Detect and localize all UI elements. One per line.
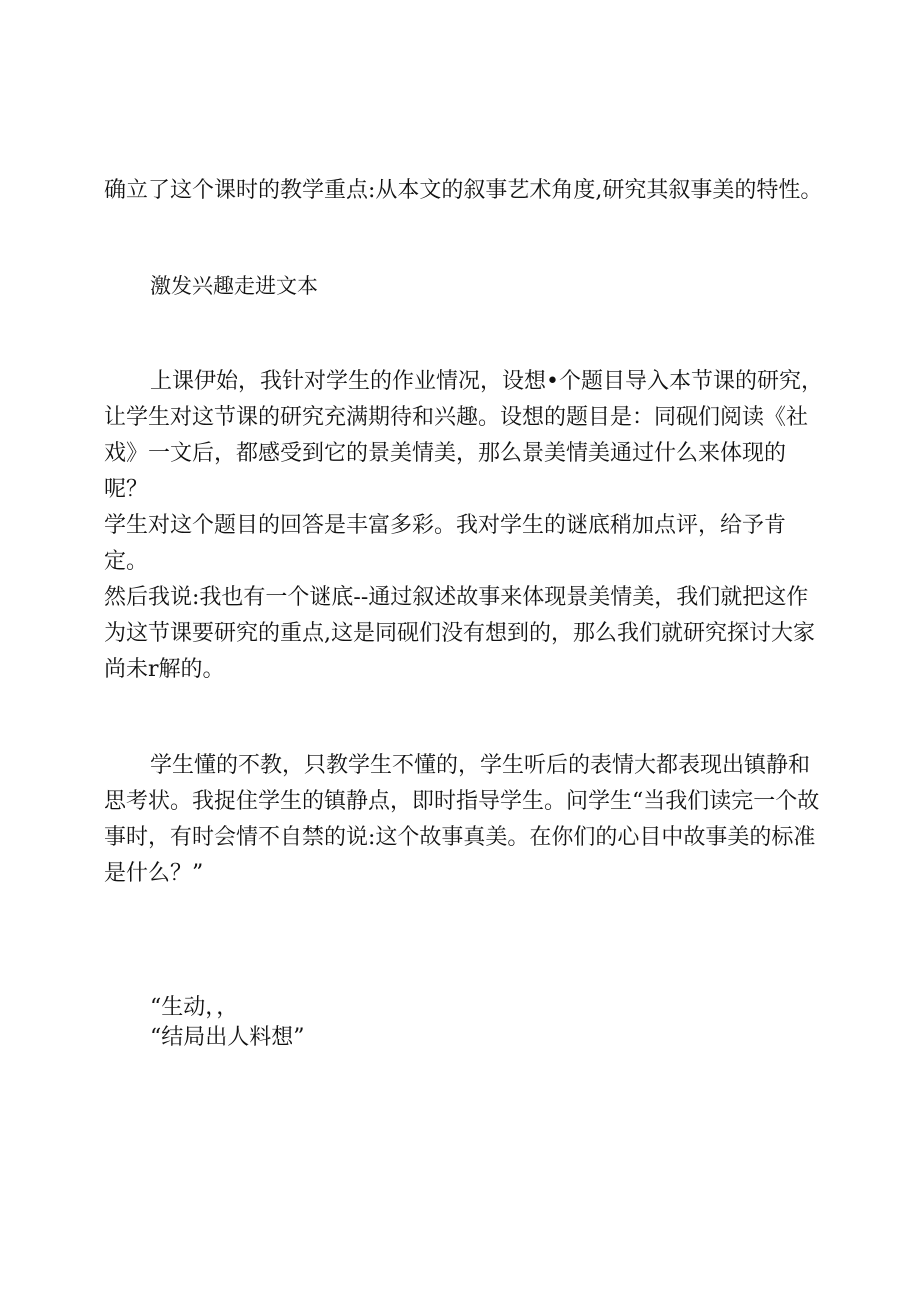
paragraph-1-body: 让学生对这节课的研究充满期待和兴趣。设想的题目是：同砚们阅读《社 戏》一文后，都感受到它的景美情美，那么景美情美通过什么来体现的呢？ 学生对这个题目的回答是丰富多彩。我对学生的谜底稍加点评，给予肯定。 然后我说:我也有一个谜底--通过叙述故事来体现景美情美，我们就把这作 为这节课要研究的重点,这是同砚们没有想到的，那么我们就研究探讨大家 尚未r解的。 bbox=[104, 405, 815, 682]
section-heading: 激发兴趣走进文本 bbox=[150, 274, 318, 298]
paragraph-2-body: 思考状。我捉住学生的镇静点，即时指导学生。问学生“当我们读完一个故 事时，有时会情不自禁的说:这个故事真美。在你们的心目中故事美的标准 是什么？” bbox=[104, 789, 820, 886]
paragraph-1-first-line: 上课伊始，我针对学生的作业情况，设想•个题目导入本节课的研究， bbox=[150, 369, 823, 394]
intro-line: 确立了这个课时的教学重点:从本文的叙事艺术角度,研究其叙事美的特性。 bbox=[104, 178, 823, 203]
answer-item: “结局出人料想” bbox=[150, 1025, 305, 1050]
answer-item: “生动，， bbox=[150, 995, 239, 1020]
paragraph-2-first-line: 学生懂的不教，只教学生不懂的，学生听后的表情大都表现出镇静和 bbox=[150, 753, 811, 778]
